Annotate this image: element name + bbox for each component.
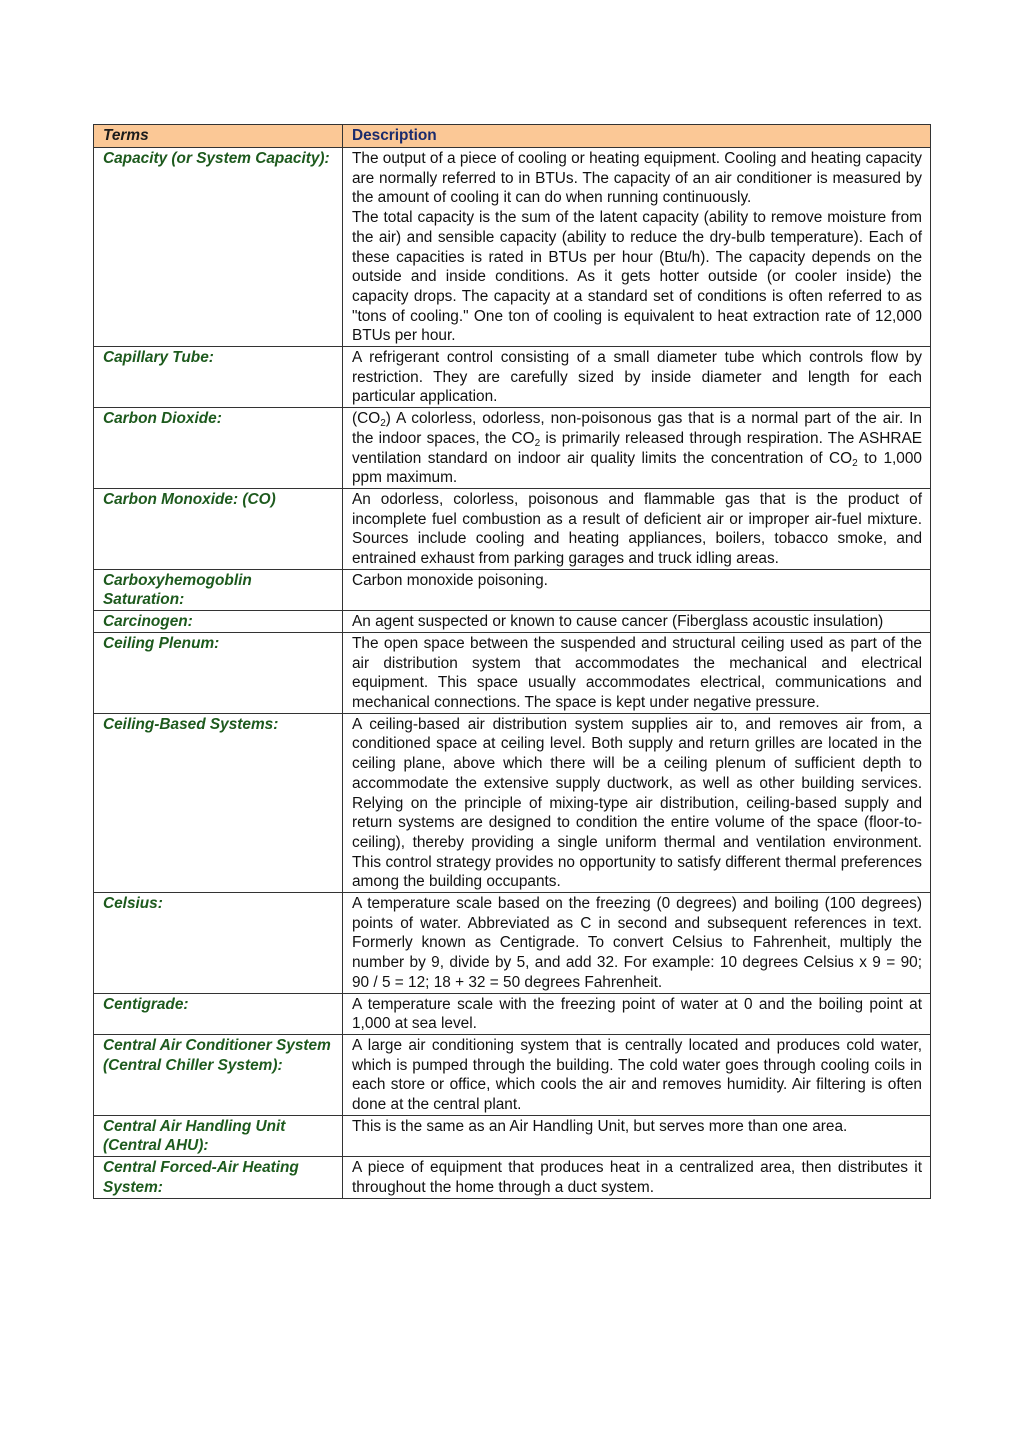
table-row — [94, 1157, 931, 1198]
term-cell: Ceiling-Based Systems: — [94, 713, 343, 892]
co2-text-part1: ) A colorless, odorless, non-poisonous gas that is a normal part of the air. In the indoor spaces, the CO — [352, 410, 922, 447]
table-row — [94, 611, 931, 633]
term-cell: Carbon Monoxide: (CO) — [94, 488, 343, 569]
description-cell — [343, 148, 931, 347]
term-cell: Centigrade: — [94, 993, 343, 1034]
table-header-row — [94, 125, 931, 148]
table-row — [94, 569, 931, 610]
description-paragraph: A temperature scale based on the freezing (0 degrees) and boiling (100 degrees) points of water. Abbreviated as C in second and subsequent references in text. Formerly known as Centigrade. To convert Celsius to Fahrenheit, multiply the number by 9, divide by 5, and add 32. For example: 10 degrees Celsius x 9 = 90; 90 / 5 = 12; 18 + 32 = 50 degrees Fahrenheit. — [352, 895, 922, 991]
term-cell: Carbon Dioxide: — [94, 408, 343, 489]
description-paragraph: A temperature scale with the freezing point of water at 0 and the boiling point at 1,000 at sea level. — [352, 995, 922, 1033]
table-row — [94, 632, 931, 713]
term-cell: Central Air Conditioner System (Central Chiller System): — [94, 1034, 343, 1115]
description-cell — [343, 408, 931, 489]
description-paragraph: A large air conditioning system that is centrally located and produces cold water, which is pumped through the building. The cold water goes through cooling coils in each store or office, which cools the air and removes humidity. Air filtering is often done at the central plant. — [352, 1036, 922, 1114]
terms-column-header: Terms — [94, 125, 343, 148]
description-paragraph: The open space between the suspended and structural ceiling used as part of the air distribution system that accommodates the mechanical and electrical equipment. This space usually accommodates electrical, communications and mechanical connections. The space is kept under negative pressure. — [352, 634, 922, 711]
description-paragraph: The total capacity is the sum of the latent capacity (ability to remove moisture from the air) and sensible capacity (ability to reduce the dry-bulb temperature). Each of these capacities is rated in BTUs per hour (Btu/h). The capacity depends on the outside and inside conditions. As it gets hotter outside (or cooler inside) the capacity drops. The capacity at a standard set of conditions is often referred to as "tons of cooling." One ton of cooling is equivalent to heat extraction rate of 12,000 BTUs per hour. — [352, 209, 922, 345]
description-paragraph: An agent suspected or known to cause cancer (Fiberglass acoustic insulation) — [352, 613, 884, 631]
co2-subscript: 2 — [380, 418, 386, 430]
description-cell — [343, 347, 931, 408]
description-paragraph: A refrigerant control consisting of a small diameter tube which controls flow by restriction. They are carefully sized by inside diameter and length for each particular application. — [352, 349, 922, 406]
description-cell — [343, 993, 931, 1034]
term-cell: Central Forced-Air Heating System: — [94, 1157, 343, 1198]
description-cell — [343, 1157, 931, 1198]
glossary-table — [93, 124, 931, 1199]
description-cell — [343, 713, 931, 892]
term-cell: Capillary Tube: — [94, 347, 343, 408]
table-row — [94, 1115, 931, 1156]
table-row — [94, 488, 931, 569]
description-cell — [343, 632, 931, 713]
description-paragraph: An odorless, colorless, poisonous and flammable gas that is the product of incomplete fuel combustion as a result of deficient air or improper air-fuel mixture. Sources include cooling and heating appliances, boilers, tobacco smoke, and entrained exhaust from parking garages and truck idling areas. — [352, 490, 922, 568]
description-cell — [343, 1034, 931, 1115]
co2-text-part3: to 1,000 ppm maximum. — [352, 449, 922, 487]
term-cell: Carboxyhemogoblin Saturation: — [94, 569, 343, 610]
table-row — [94, 148, 931, 347]
term-cell: Celsius: — [94, 893, 343, 994]
description-paragraph: A ceiling-based air distribution system supplies air to, and removes air from, a conditioned space at ceiling level. Both supply and return grilles are located in the ceiling plane, above which there will be a ceiling plenum of sufficient depth to accommodate the extensive supply ductwork, as well as other building services. Relying on the principle of mixing-type air distribution, ceiling-based supply and return systems are designed to condition the entire volume of the space (floor-to-ceiling), thereby providing a single uniform thermal and ventilation environment. This control strategy provides no opportunity to satisfy different thermal preferences among the building occupants. — [352, 715, 922, 891]
description-cell — [343, 893, 931, 994]
description-paragraph: Carbon monoxide poisoning. — [352, 571, 548, 589]
table-row — [94, 993, 931, 1034]
term-cell: Ceiling Plenum: — [94, 632, 343, 713]
description-paragraph: The output of a piece of cooling or heating equipment. Cooling and heating capacity are normally referred to in BTUs. The capacity of an air conditioner is measured by the amount of cooling it can do when running continuously. — [352, 150, 922, 207]
description-paragraph: This is the same as an Air Handling Unit, but serves more than one area. — [352, 1117, 848, 1135]
description-cell — [343, 1115, 931, 1156]
co2-text-part2: is primarily released through respiration. The ASHRAE ventilation standard on indoor air quality limits the concentration of CO — [352, 429, 922, 467]
table-row — [94, 893, 931, 994]
co2-open-paren: (CO — [352, 410, 381, 428]
table-row — [94, 408, 931, 489]
description-paragraph — [352, 409, 922, 488]
co2-subscript: 2 — [852, 457, 858, 469]
table-row — [94, 1034, 931, 1115]
description-paragraph: A piece of equipment that produces heat in a centralized area, then distributes it throughout the home through a duct system. — [352, 1159, 922, 1196]
table-row — [94, 713, 931, 892]
co2-subscript: 2 — [534, 437, 541, 449]
table-row — [94, 347, 931, 408]
description-cell — [343, 569, 931, 610]
description-column-header: Description — [343, 125, 931, 148]
description-cell — [343, 488, 931, 569]
term-cell: Central Air Handling Unit (Central AHU): — [94, 1115, 343, 1156]
term-cell: Carcinogen: — [94, 611, 343, 633]
term-cell: Capacity (or System Capacity): — [94, 148, 343, 347]
description-cell — [343, 611, 931, 633]
